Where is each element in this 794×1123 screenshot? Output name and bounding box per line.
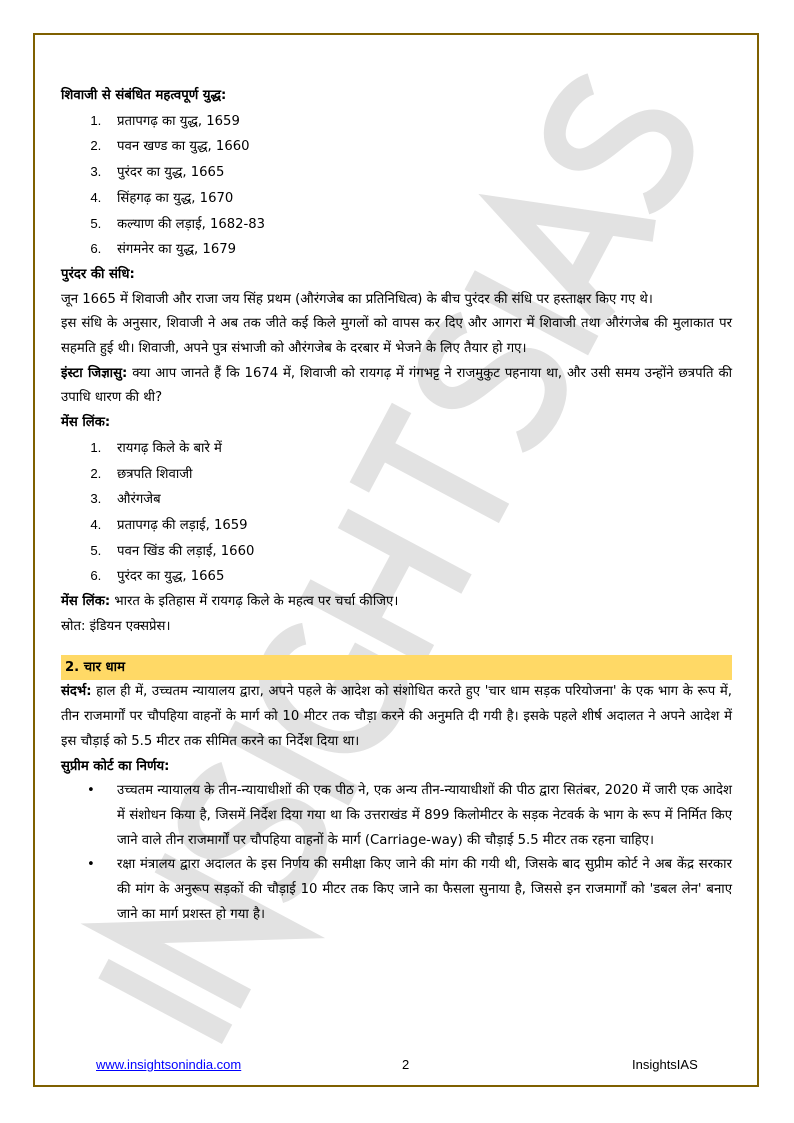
page-number: 2 — [402, 1057, 410, 1072]
spacer — [61, 639, 732, 653]
list-item: 1. रायगढ़ किले के बारे में — [105, 436, 732, 462]
mains-question-label: मेंस लिंक: — [61, 594, 111, 610]
page-footer — [0, 1057, 794, 1079]
insta-text: क्या आप जानते हैं कि 1674 में, शिवाजी को रायगढ़ में गंगभट्ट ने राजमुकुट पहनाया था, और उसी समय उन्होंने छत्रपति की उपाधि धारण की थी? — [61, 365, 732, 406]
treaty-heading: पुरंदर की संधि: — [61, 266, 135, 282]
list-item: 6. पुरंदर का युद्ध, 1665 — [105, 564, 732, 590]
treaty-paragraph-1: जून 1665 में शिवाजी और राजा जय सिंह प्रथम (औरंगजेब का प्रतिनिधित्व) के बीच पुरंदर की संधि पर हस्ताक्षर किए गए थे। — [61, 291, 653, 307]
context-label: संदर्भ: — [61, 684, 92, 700]
battles-section — [61, 84, 732, 263]
mains-link-section — [61, 411, 732, 639]
source-line: स्रोत: इंडियन एक्सप्रेस। — [61, 618, 171, 634]
list-item: 4. सिंहगढ़ का युद्ध, 1670 — [105, 186, 732, 212]
list-item: 5. कल्याण की लड़ाई, 1682-83 — [105, 212, 732, 238]
list-item: 6. संगमनेर का युद्ध, 1679 — [105, 237, 732, 263]
list-item: 3. पुरंदर का युद्ध, 1665 — [105, 160, 732, 186]
context-paragraph — [61, 680, 732, 754]
list-item: 2. पवन खण्ड का युद्ध, 1660 — [105, 134, 732, 160]
section-title-bar: 2. चार धाम — [61, 655, 732, 680]
list-item: 5. पवन खिंड की लड़ाई, 1660 — [105, 539, 732, 565]
treaty-section — [61, 263, 732, 411]
verdict-list — [61, 779, 732, 927]
context-text: हाल ही में, उच्चतम न्यायालय द्वारा, अपने पहले के आदेश को संशोधित करते हुए 'चार धाम सड़क परियोजना' के एक भाग के रूप में, तीन राजमार्गों पर चौपहिया वाहनों के मार्ग को 10 मीटर तक चौड़ा करने की अनुमति दी गयी है। इसके पहले शीर्ष अदालत ने अपने आदेश में इस चौड़ाई को 5.5 मीटर तक सीमित करने का निर्देश दिया था। — [61, 684, 732, 749]
mains-link-heading: मेंस लिंक: — [61, 415, 111, 431]
list-item: 1. प्रतापगढ़ का युद्ध, 1659 — [105, 109, 732, 135]
mains-question-text: भारत के इतिहास में रायगढ़ किले के महत्व पर चर्चा कीजिए। — [110, 594, 399, 610]
website-link[interactable]: www.insightsonindia.com — [96, 1057, 242, 1072]
bullet-icon: • — [87, 857, 95, 873]
page-content — [61, 84, 732, 928]
battles-heading: शिवाजी से संबंधित महत्वपूर्ण युद्ध: — [61, 88, 227, 103]
footer-brand: InsightsIAS — [632, 1057, 698, 1072]
bullet-text: रक्षा मंत्रालय द्वारा अदालत के इस निर्णय की समीक्षा किए जाने की मांग की गयी थी, जिसके बाद सुप्रीम कोर्ट ने अब केंद्र सरकार की मांग के अनुरूप सड़कों की चौड़ाई 10 मीटर तक किए जाने का फैसला सुनाया है, जिससे इन राजमार्गों को 'डबल लेन' बनाए जाने का मार्ग प्रशस्त हो गया है। — [117, 857, 732, 922]
char-dham-section — [61, 655, 732, 927]
mains-link-list — [61, 436, 732, 590]
mains-question — [61, 590, 732, 615]
verdict-heading: सुप्रीम कोर्ट का निर्णय: — [61, 758, 170, 774]
insta-curious — [61, 362, 732, 411]
list-item: 2. छत्रपति शिवाजी — [105, 462, 732, 488]
bullet-item — [87, 853, 732, 927]
list-item: 3. औरंगजेब — [105, 487, 732, 513]
battles-list — [61, 109, 732, 263]
treaty-paragraph-2: इस संधि के अनुसार, शिवाजी ने अब तक जीते कई किले मुगलों को वापस कर दिए और आगरा में शिवाजी तथा औरंगजेब की मुलाकात पर सहमति हुई थी। शिवाजी, अपने पुत्र संभाजी को औरंगजेब के दरबार में भेजने के लिए तैयार हो गए। — [61, 316, 732, 357]
list-item: 4. प्रतापगढ़ की लड़ाई, 1659 — [105, 513, 732, 539]
bullet-item — [87, 779, 732, 853]
bullet-icon: • — [87, 783, 95, 799]
bullet-text: उच्चतम न्यायालय के तीन-न्यायाधीशों की एक पीठ ने, एक अन्य तीन-न्यायाधीशों की पीठ द्वारा सितंबर, 2020 में जारी एक आदेश में संशोधन किया है, जिसमें निर्देश दिया गया था कि उत्तराखंड में 899 किलोमीटर के सड़क नेटवर्क के भाग के रूप में निर्मित किए जाने वाले तीन राजमार्गों पर चौपहिया वाहनों के मार्ग (Carriage-way) की चौड़ाई 5.5 मीटर तक रहना चाहिए। — [117, 783, 732, 848]
insta-label: इंस्टा जिज्ञासु: — [61, 365, 128, 381]
